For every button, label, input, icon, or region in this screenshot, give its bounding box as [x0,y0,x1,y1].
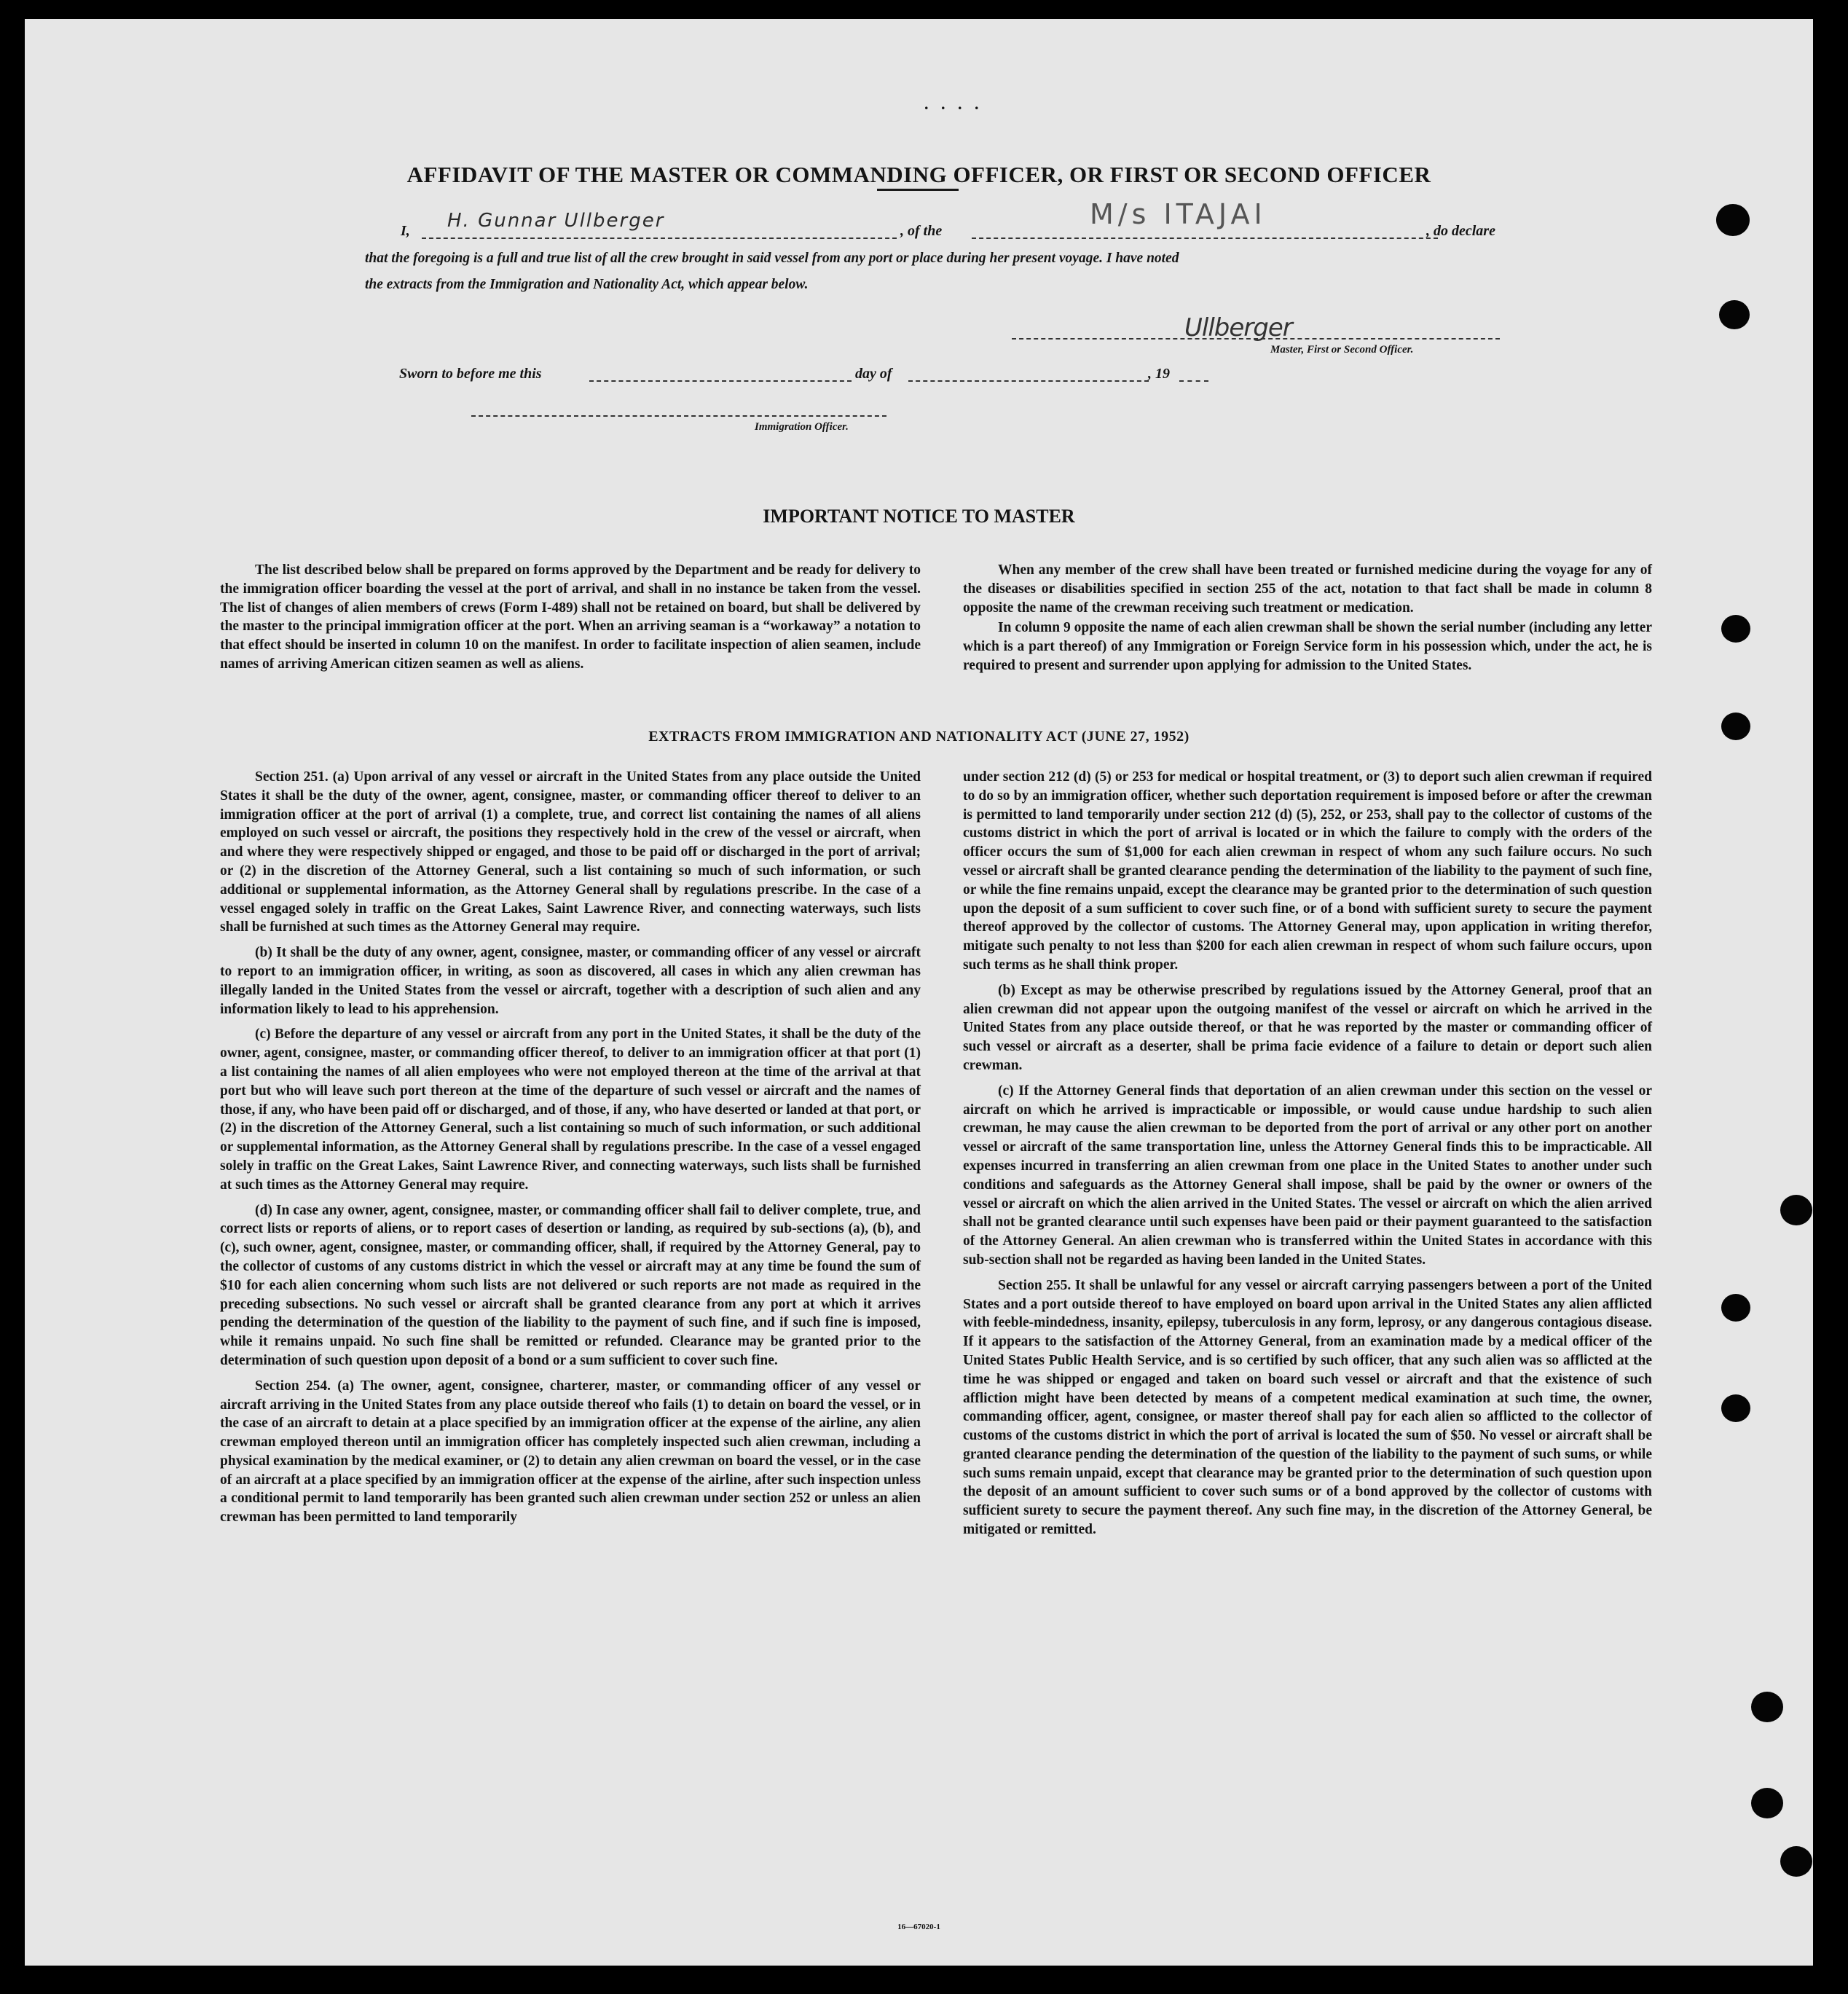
immigration-officer-label: Immigration Officer. [755,421,849,433]
immigration-officer-line [471,415,886,417]
section-254c: (c) If the Attorney General finds that deportation of an alien crewman under this section on the vessel or aircraft on which he arrived is impracticable or impossible, or would cause undue hardship to such alien crewman, he may cause the alien crewman to be deported from the port of arrival or any other port on another vessel or aircraft of the same transportation line, unless the Attorney General finds this to be impracticable. All expenses incurred in transferring an alien crewman from one place in the United States to another under such conditions and safeguards as the Attorney General shall impose, shall be paid by the owner or owners of the vessel or aircraft on which the alien arrived in the United States. The vessel or aircraft on which the alien arrived shall not be granted clearance until such expenses have been paid or their payment guaranteed to the satisfaction of the Attorney General. An alien crewman who is transferred within the United States in accordance with this sub-section shall not be regarded as having been landed in the United States. [963,1083,1652,1268]
extracts-title: EXTRACTS FROM IMMIGRATION AND NATIONALITY ACT (JUNE 27, 1952) [648,729,1190,745]
punch-hole [1780,1195,1812,1225]
title-underline [877,189,959,191]
document-page [25,19,1813,1966]
officer-signature: Ullberger [1184,313,1292,342]
section-251b: (b) It shall be the duty of any owner, agent, consignee, master, or commanding officer of any vessel or aircraft to report to an immigration officer, in writing, as soon as discovered, all cases in which any alien crewman has illegally landed in the United States from the vessel or aircraft, together with a description of such alien and any information likely to lead to his apprehension. [220,945,921,1017]
section-254a: Section 254. (a) The owner, agent, consignee, charterer, master, or commanding officer of any vessel or aircraft arriving in the United States from any place outside thereof who fails (1) to detain on board the vessel, or in the case of an aircraft to detain at a place specified by an immigration officer at the expense of the airline, any alien crewman employed thereon until an immigration officer has completely inspected such alien crewman, including a physical examination by the medical examiner, or (2) to detain any alien crewman on board the vessel, or in the case of an aircraft at a place specified by an immigration officer at the expense of the airline, after such inspection unless a conditional permit to land temporarily has been granted such alien crewman under section 252 or unless an alien crewman has been permitted to land temporarily [220,1378,921,1526]
affidavit-statement-line2: the extracts from the Immigration and Nationality Act, which appear below. [365,277,809,292]
extracts-left-column [220,768,921,1534]
punch-hole [1716,204,1750,236]
section-254a-continued: under section 212 (d) (5) or 253 for medical or hospital treatment, or (3) to deport such alien crewman if required to do so by an immigration officer, whether such deportation requirement is imposed before or after the crewman is permitted to land temporarily under section 212 (d) (5), 252, or 253, shall pay to the collector of customs of the customs district in which the port of arrival is located or in which the failure to comply with the orders of the officer occurs the sum of $1,000 for each alien crewman in respect of whom any such failure occurs. No such vessel or aircraft shall be granted clearance pending the determination of the liability to the payment of such fine, or while the fine remains unpaid, except the clearance may be granted prior to the determination of such question upon the deposit of a sum sufficient to cover such fine, or of a bond with sufficient surety to secure the payment thereof approved by the collector of customs. The Attorney General may, upon application in writing therefor, mitigate such penalty to not less than $200 for each alien crewman in respect of whom such failure occurs, upon such terms as he shall think proper. [963,769,1652,973]
i-label: I, [401,223,410,239]
affidavit-statement-line1: that the foregoing is a full and true list of all the crew brought in said vessel from any port or place during her present voyage. I have noted [365,251,1179,266]
punch-hole [1721,1394,1750,1422]
of-the-label: , of the [900,223,943,239]
name-line [422,238,897,239]
extracts-right-column [963,768,1652,1546]
notice-right-column [963,561,1652,682]
master-officer-label: Master, First or Second Officer. [1270,344,1414,356]
notice-right-paragraph-2: In column 9 opposite the name of each alien crewman shall be shown the serial number (including any letter which is a part thereof) of any Immigration or Foreign Service form in his possession which, under the act, he is required to present and surrender upon applying for admission to the United States. [963,620,1652,673]
punch-hole [1721,615,1750,643]
notice-right-paragraph-1: When any member of the crew shall have been treated or furnished medicine during the voyage for any of the diseases or disabilities specified in section 255 of the act, notation to that fact shall be made in column 8 opposite the name of the crewman receiving such treatment or medication. [963,562,1652,616]
punch-hole [1780,1846,1812,1877]
vessel-name: M/s ITAJAI [1090,198,1267,230]
top-marks: . . . . [924,95,983,113]
notice-left-column [220,561,921,680]
section-251c: (c) Before the departure of any vessel or aircraft from any port in the United States, it shall be the duty of the owner, agent, consignee, master, or commanding officer thereof, to deliver to an immigration officer at that port (1) a list containing the names of all alien employees who were not employed thereon at the time of the arrival at that port but who will leave such port thereon at the time of the departure of such vessel or aircraft and the names of those, if any, who have been paid off or discharged, and of those, if any, who have deserted or landed at that port, or (2) in the discretion of the Attorney General, such a list containing so much of such information, or such additional or supplemental information, as the Attorney General shall by regulations prescribe. In the case of a vessel engaged solely in traffic on the Great Lakes, Saint Lawrence River, and connecting waterways, such lists shall be furnished at such times as the Attorney General may require. [220,1027,921,1193]
year-prefix: , 19 [1148,366,1170,382]
signature-line [1012,338,1500,339]
vessel-line [972,238,1438,239]
day-of-label: day of [855,366,892,382]
section-255: Section 255. It shall be unlawful for any vessel or aircraft carrying passengers between a port of the United States and a port outside thereof to have employed on board upon arrival in the United States any alien afflicted with feeble-mindedness, insanity, epilepsy, tuberculosis in any form, leprosy, or any dangerous contagious disease. If it appears to the satisfaction of the Attorney General, from an examination made by a medical officer of the United States Public Health Service, and is so certified by such officer, that any such alien was so afflicted at the time he was shipped or engaged and taken on board such vessel or aircraft and that the existence of such affliction might have been detected by means of a competent medical examination at such time, the owner, commanding officer, agent, consignee, or master thereof shall pay for each alien so afflicted to the collector of customs of the customs district in which the port of arrival is located the sum of $50. No vessel or aircraft shall be granted clearance pending the determination of the question of the liability to the payment of such sums, or while such sums remain unpaid, except that clearance may be granted prior to the determination of such question upon the deposit of an amount sufficient to cover such sums or of a bond approved by the collector of customs with sufficient surety to secure the payment thereof. Any such fine may, in the discretion of the Attorney General, be mitigated or remitted. [963,1277,1652,1538]
punch-hole [1721,1294,1750,1322]
sworn-month-line [908,380,1149,382]
punch-hole [1721,713,1750,740]
punch-hole [1751,1692,1783,1722]
affidavit-title: AFFIDAVIT OF THE MASTER OR COMMANDING OFFICER, OR FIRST OR SECOND OFFICER [406,162,1431,187]
sworn-day-line [589,380,852,382]
year-line [1179,380,1208,382]
section-251a: Section 251. (a) Upon arrival of any vessel or aircraft in the United States from any place outside the United States it shall be the duty of the owner, agent, consignee, master, or commanding officer thereof to deliver to an immigration officer at the port of arrival (1) a complete, true, and correct list containing the names of all aliens employed on such vessel or aircraft, the positions they respectively hold in the crew of the vessel or aircraft, when and where they were respectively shipped or engaged, and those to be paid off or discharged in the port of arrival; or (2) in the discretion of the Attorney General, such a list containing so much of such information, or such additional or supplemental information, as the Attorney General shall by regulations prescribe. In the case of a vessel engaged solely in traffic on the Great Lakes, Saint Lawrence River, and connecting waterways, such lists shall be furnished at such times as the Attorney General may require. [220,769,921,935]
section-254b: (b) Except as may be otherwise prescribed by regulations issued by the Attorney General, proof that an alien crewman did not appear upon the outgoing manifest of the vessel or aircraft on which he arrived in the United States from any place outside thereof, or that he was reported by the master or commanding officer of such vessel or aircraft as a deserter, shall be prima facie evidence of a failure to detain or deport such alien crewman. [963,982,1652,1073]
notice-title: IMPORTANT NOTICE TO MASTER [763,506,1075,527]
punch-hole [1751,1788,1783,1818]
section-251d: (d) In case any owner, agent, consignee, master, or commanding officer shall fail to deliver complete, true, and correct lists or reports of aliens, or to report cases of desertion or landing, as required by sub-sections (a), (b), and (c), such owner, agent, consignee, master, or commanding officer, shall, if required by the Attorney General, pay to the collector of customs of any customs district in which the vessel or aircraft may at any time be found the sum of $10 for each alien concerning whom such lists are not delivered or such reports are not made as required in the preceding subsections. No such vessel or aircraft shall be granted clearance from any port at which it arrives pending the determination of the question of the liability to the payment of such fine, and if such fine is imposed, while it remains unpaid. No such fine shall be remitted or refunded. Clearance may be granted prior to the determination of such question upon deposit of a bond or a sum sufficient to cover such fine. [220,1202,921,1368]
do-declare-label: , do declare [1426,223,1495,239]
sworn-label: Sworn to before me this [399,366,542,382]
form-code: 16—67020-1 [897,1923,940,1931]
master-name-handwritten: H. Gunnar Ullberger [447,210,665,232]
notice-left-paragraph: The list described below shall be prepared on forms approved by the Department and be ready for delivery to the immigration officer boarding the vessel at the port of arrival, and shall in no instance be taken from the vessel. The list of changes of alien members of crews (Form I-489) shall not be retained on board, but shall be delivered by the master to the principal immigration officer at the port. When an arriving seaman is a “workaway” a notation to that effect should be inserted in column 10 on the manifest. In order to facilitate inspection of alien seamen, include names of arriving American citizen seamen as well as aliens. [220,562,921,672]
punch-hole [1719,300,1750,329]
